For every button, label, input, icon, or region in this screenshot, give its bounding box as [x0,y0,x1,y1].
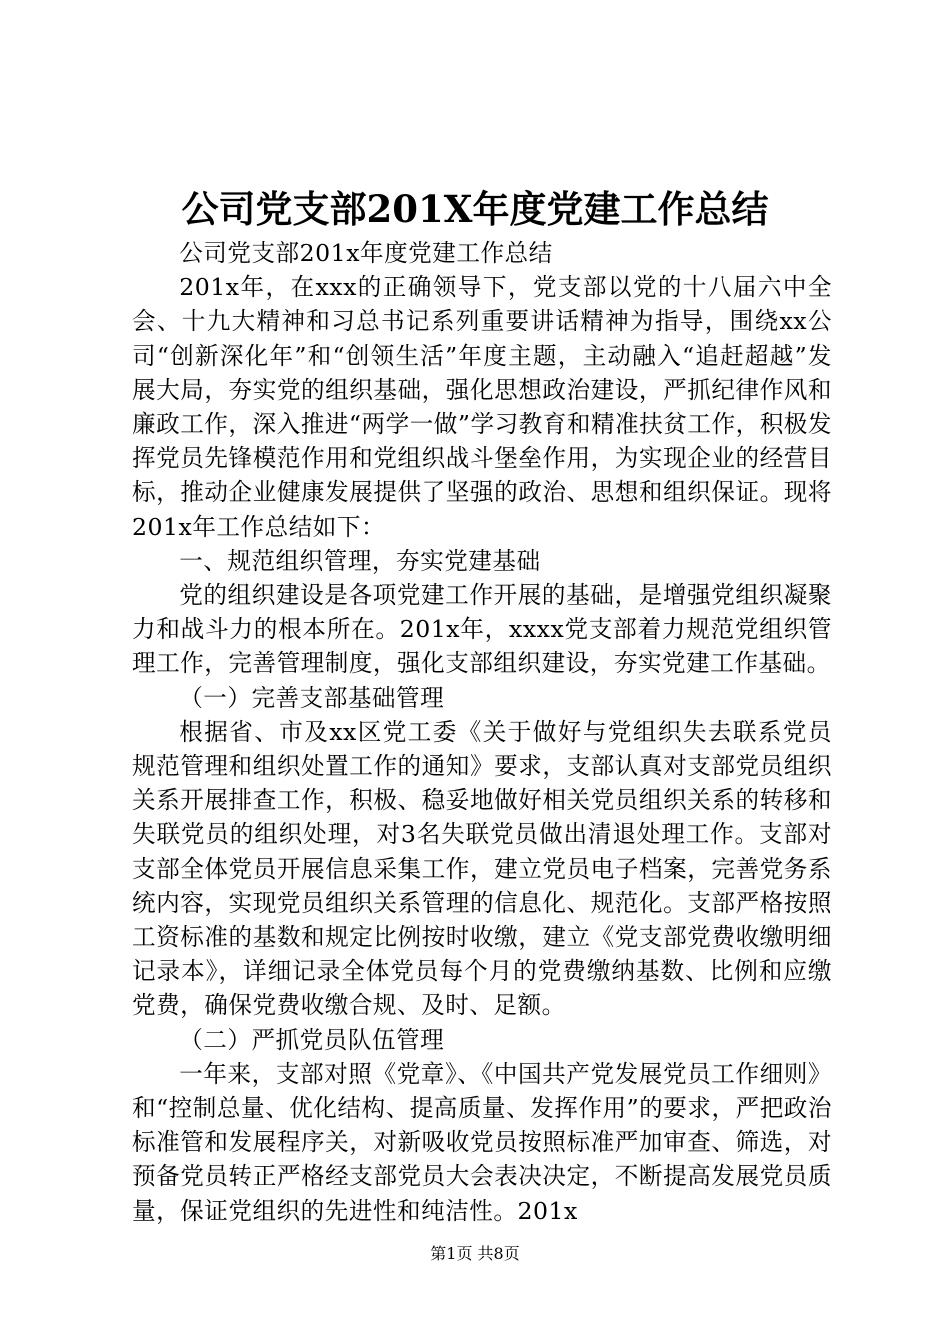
subsection-heading-2: （二）严抓党员队伍管理 [179,1025,445,1054]
page-footer: 第1页 共8页 [430,1244,520,1263]
document-title: 公司党支部201X年度党建工作总结 [181,187,769,231]
section-heading-1: 一、规范组织管理，夯实党建基础 [179,546,541,575]
subsection-heading-1: （一）完善支部基础管理 [179,683,445,712]
subsection-2-paragraph: 一年来，支部对照《党章》、《中国共产党发展党员工作细则》和“控制总量、优化结构、提高质量、发挥作用”的要求，严把政治标准管和发展程序关，对新吸收党员按照标准严加审查、筛选，对预备党员转正严格经支部党员大会表决决定，不断提高发展党员质量，保证党组织的先进性和纯洁性。201x [132,1059,832,1225]
subtitle-line: 公司党支部201x年度党建工作总结 [179,239,553,267]
subsection-1-paragraph: 根据省、市及xx区党工委《关于做好与党组织失去联系党员规范管理和组织处置工作的通知》要求，支部认真对支部党员组织关系开展排查工作，积极、稳妥地做好相关党员组织关系的转移和失联党员的组织处理，对3名失联党员做出清退处理工作。支部对支部全体党员开展信息采集工作，建立党员电子档案，完善党务系统内容，实现党员组织关系管理的信息化、规范化。支部严格按照工资标准的基数和规定比例按时收缴，建立《党支部党费收缴明细记录本》，详细记录全体党员每个月的党费缴纳基数、比例和应缴党费，确保党费收缴合规、及时、足额。 [132,717,832,1020]
section-1-paragraph: 党的组织建设是各项党建工作开展的基础，是增强党组织凝聚力和战斗力的根本所在。201x年，xxxx党支部着力规范党组织管理工作，完善管理制度，强化支部组织建设，夯实党建工作基础。 [132,581,832,678]
intro-paragraph: 201x年，在xxx的正确领导下，党支部以党的十八届六中全会、十九大精神和习总书记系列重要讲话精神为指导，围绕xx公司“创新深化年”和“创领生活”年度主题，主动融入“追赶超越”发展大局，夯实党的组织基础，强化思想政治建设，严抓纪律作风和廉政工作，深入推进“两学一做”学习教育和精准扶贫工作，积极发挥党员先锋模范作用和党组织战斗堡垒作用，为实现企业的经营目标，推动企业健康发展提供了坚强的政治、思想和组织保证。现将201x年工作总结如下： [132,273,832,541]
document-body [132,236,832,1228]
